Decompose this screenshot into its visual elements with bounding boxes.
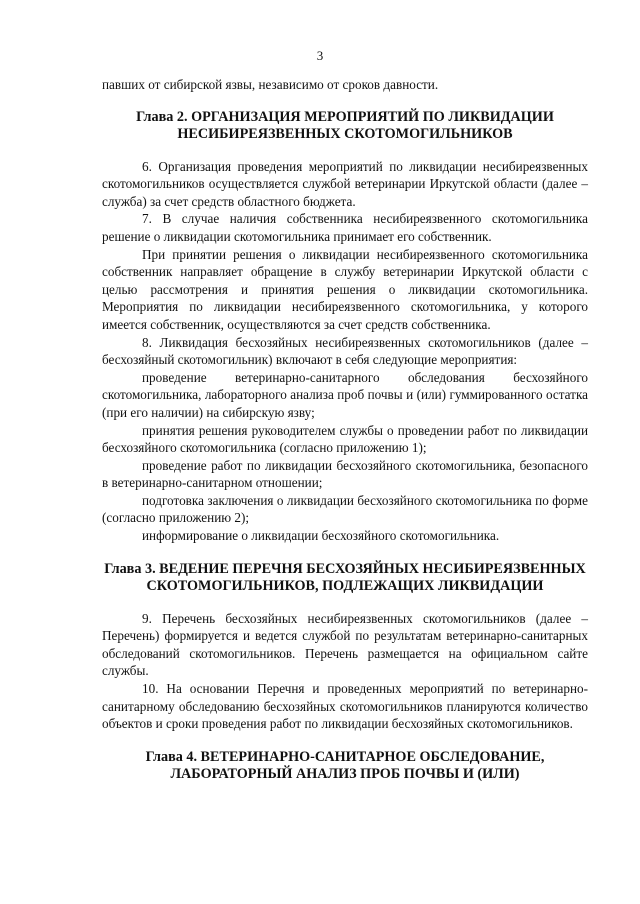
measure-item-conclusion: подготовка заключения о ликвидации бесхозяйного скотомогильника по форме (согласно приложению 2); [102, 492, 588, 526]
paragraph-10: 10. На основании Перечня и проведенных мероприятий по ветеринарно-санитарному обследованию бесхозяйных скотомогильников планируются количество объектов и сроки проведения работ по ликвидации бесхозяйных скотомогильников. [102, 681, 588, 732]
document-body [102, 76, 588, 784]
chapter-2-heading: Глава 2. ОРГАНИЗАЦИЯ МЕРОПРИЯТИЙ ПО ЛИКВИДАЦИИ НЕСИБИРЕЯЗВЕННЫХ СКОТОМОГИЛЬНИКОВ [136, 108, 554, 143]
intro-paragraph: павших от сибирской язвы, независимо от сроков давности. [102, 77, 439, 92]
chapter-3-heading: Глава 3. ВЕДЕНИЕ ПЕРЕЧНЯ БЕСХОЗЯЙНЫХ НЕСИБИРЕЯЗВЕННЫХ СКОТОМОГИЛЬНИКОВ, ПОДЛЕЖАЩИХ ЛИКВИДАЦИИ [104, 560, 586, 595]
paragraph-8: 8. Ликвидация бесхозяйных несибиреязвенных скотомогильников (далее – бесхозяйный скотомогильник) включают в себя следующие мероприятия: [102, 334, 588, 368]
chapter-4-heading: Глава 4. ВЕТЕРИНАРНО-САНИТАРНОЕ ОБСЛЕДОВАНИЕ, ЛАБОРАТОРНЫЙ АНАЛИЗ ПРОБ ПОЧВЫ И (ИЛИ) [145, 748, 545, 783]
page-number: 3 [316, 48, 324, 63]
paragraph-9: 9. Перечень бесхозяйных несибиреязвенных скотомогильников (далее – Перечень) формируется и ведется службой по результатам ветеринарно-санитарных обследований скотомогильников. Перечень размещается на официальном сайте службы. [102, 610, 588, 679]
paragraph-7-owner: При принятии решения о ликвидации несибиреязвенного скотомогильника собственник направляет обращение в службу ветеринарии Иркутской области с целью рассмотрения и принятия решения о ликвидации скотомогильника. Мероприятия по ликвидации несибиреязвенного скотомогильника, у которого имеется собственник, осуществляются за счет средств собственника. [102, 246, 588, 332]
paragraph-7: 7. В случае наличия собственника несибиреязвенного скотомогильника решение о ликвидации скотомогильника принимает его собственник. [102, 211, 588, 244]
measure-item-works: проведение работ по ликвидации бесхозяйного скотомогильника, безопасного в ветеринарно-санитарном отношении; [102, 457, 588, 491]
measure-item-decision: принятия решения руководителем службы о проведении работ по ликвидации бесхозяйного скотомогильника (согласно приложению 1); [102, 422, 588, 456]
measure-item-survey: проведение ветеринарно-санитарного обследования бесхозяйного скотомогильника, лабораторного анализа проб почвы и (или) гуммированного остатка (при его наличии) на сибирскую язву; [102, 369, 588, 420]
paragraph-6: 6. Организация проведения мероприятий по ликвидации несибиреязвенных скотомогильников осуществляется службой ветеринарии Иркутской области (далее – служба) за счет средств областного бюджета. [102, 158, 588, 209]
measure-item-informing: информирование о ликвидации бесхозяйного скотомогильника. [142, 528, 500, 544]
